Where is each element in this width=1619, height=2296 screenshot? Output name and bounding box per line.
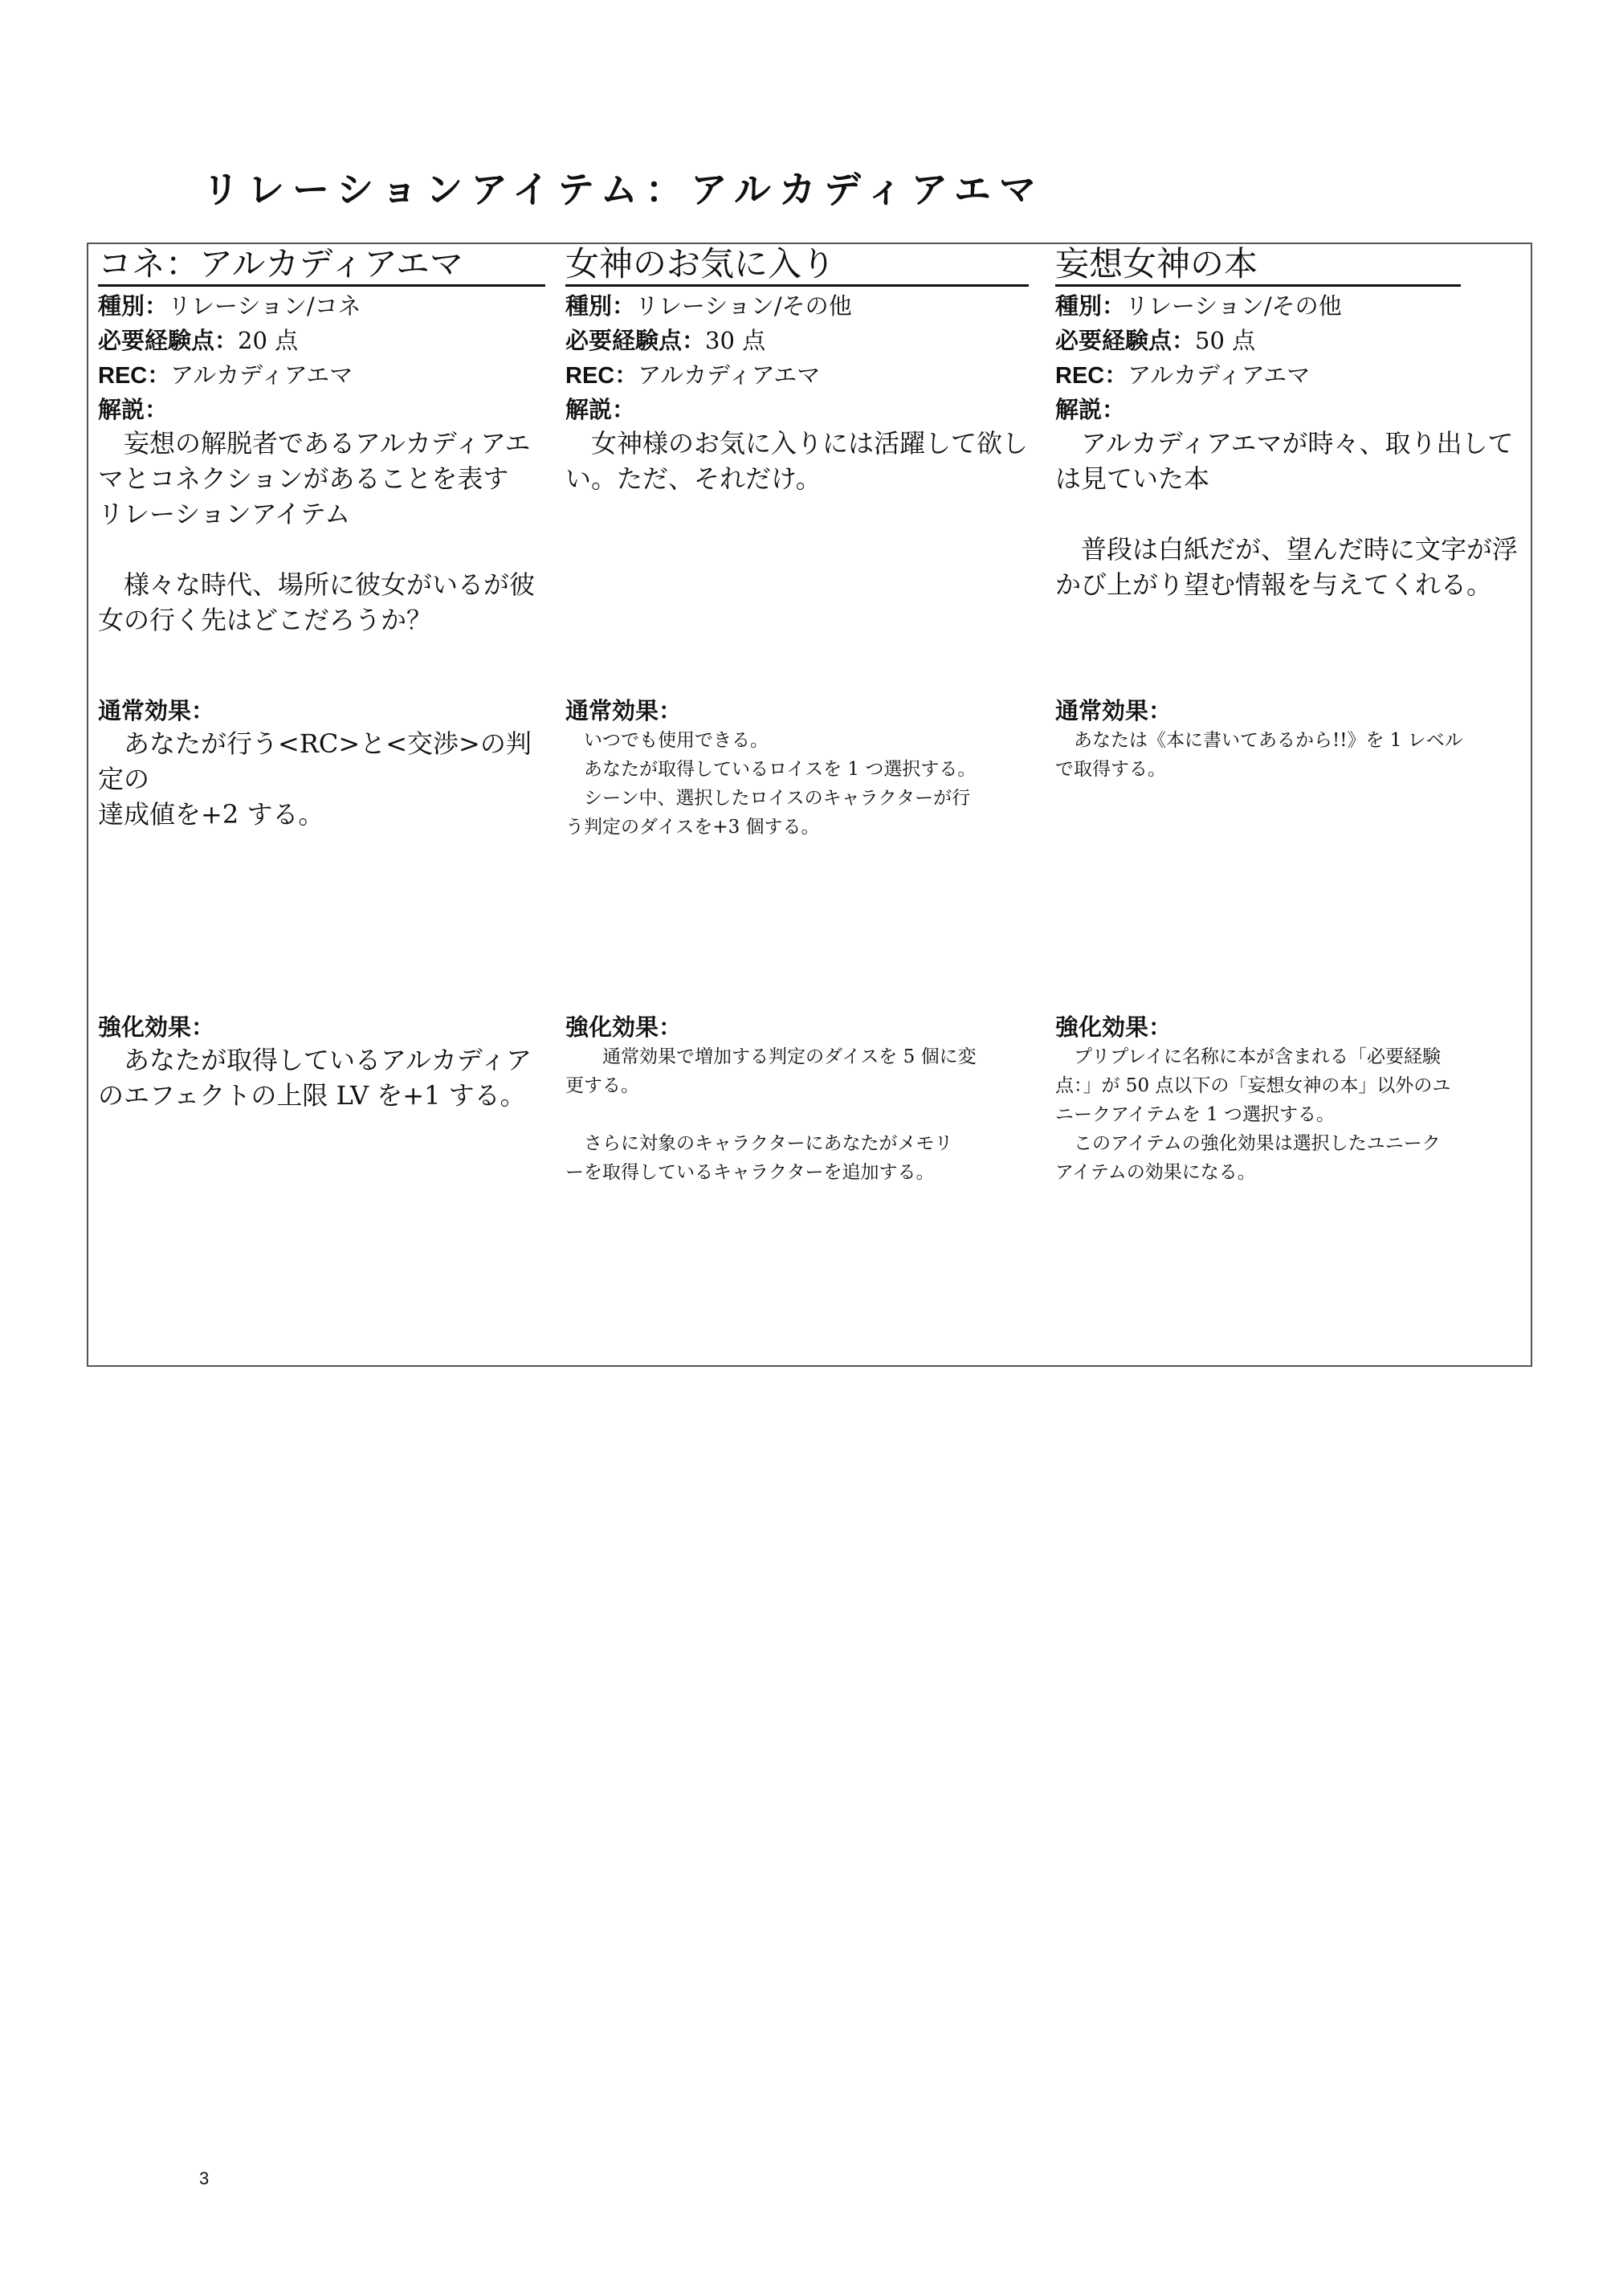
exp-value: 20 点 xyxy=(238,327,299,354)
type-value: リレーション/その他 xyxy=(635,292,852,320)
name-underline xyxy=(98,284,545,287)
type-label: 種別： xyxy=(565,294,636,320)
rec-label: REC： xyxy=(1055,363,1128,389)
name-underline xyxy=(565,284,1029,287)
strong-effect-label: 強化効果： xyxy=(565,1015,683,1041)
strong-effect-label: 強化効果： xyxy=(98,1015,215,1041)
exp-label: 必要経験点： xyxy=(565,328,706,354)
page-number: 3 xyxy=(199,2168,210,2188)
type-value: リレーション/コネ xyxy=(168,292,361,320)
item-meta xyxy=(565,289,852,427)
rec-label: REC： xyxy=(565,363,638,389)
exp-label: 必要経験点： xyxy=(98,328,239,354)
desc-label: 解説： xyxy=(565,398,636,423)
strong-effect-label: 強化効果： xyxy=(1055,1015,1172,1041)
item-meta xyxy=(1055,289,1342,427)
normal-effect-text: あなたは《本に書いてあるから!!》を 1 レベル で取得する。 xyxy=(1055,730,1463,780)
exp-value: 30 点 xyxy=(705,327,766,354)
type-label: 種別： xyxy=(1055,294,1126,320)
name-underline xyxy=(1055,284,1461,287)
type-label: 種別： xyxy=(98,294,169,320)
item-name: 女神のお気に入り xyxy=(565,244,836,283)
desc-label: 解説： xyxy=(98,398,169,423)
normal-effect-label: 通常効果： xyxy=(98,699,215,724)
strong-effect-text: 通常効果で増加する判定のダイスを 5 個に変 更する。 さらに対象のキャラクターにあなたがメモリ ーを取得しているキャラクターを追加する。 xyxy=(565,1046,977,1183)
rec-value: アルカディアエマ xyxy=(638,361,821,389)
normal-effect-label: 通常効果： xyxy=(1055,699,1172,724)
description-text: 妄想の解脱者であるアルカディアエ マとコネクションがあることを表す リレーションアイテム 様々な時代、場所に彼女がいるが彼 女の行く先はどこだろうか？ xyxy=(98,428,536,635)
desc-label: 解説： xyxy=(1055,398,1126,423)
item-meta xyxy=(98,289,361,427)
type-value: リレーション/その他 xyxy=(1125,292,1342,320)
normal-effect-text: いつでも使用できる。 あなたが取得しているロイスを 1 つ選択する。 シーン中、選択したロイスのキャラクターが行 う判定のダイスを+3 個する。 xyxy=(565,730,977,838)
page-title: リレーションアイテム：アルカディアエマ xyxy=(202,168,1044,211)
strong-effect-text: プリプレイに名称に本が含まれる「必要経験 点：」が 50 点以下の「妄想女神の本」以外のユ ニークアイテムを 1 つ選択する。 このアイテムの強化効果は選択したユニーク アイテムの効果になる。 xyxy=(1055,1046,1451,1183)
item-name: コネ：アルカディアエマ xyxy=(98,244,463,283)
normal-effect-label: 通常効果： xyxy=(565,699,683,724)
rec-value: アルカディアエマ xyxy=(170,361,353,389)
rec-label: REC： xyxy=(98,363,171,389)
exp-label: 必要経験点： xyxy=(1055,328,1196,354)
normal-effect-text: あなたが行う<RC>と<交渉>の判定の 達成値を+2 する。 xyxy=(98,728,532,830)
item-name: 妄想女神の本 xyxy=(1055,244,1258,283)
description-text: 女神様のお気に入りには活躍して欲し い。ただ、それだけ。 xyxy=(565,428,1029,494)
exp-value: 50 点 xyxy=(1195,327,1256,354)
description-text: アルカディアエマが時々、取り出して は見ていた本 普段は白紙だが、望んだ時に文字が浮 かび上がり望む情報を与えてくれる。 xyxy=(1055,428,1519,600)
strong-effect-text: あなたが取得しているアルカディア のエフェクトの上限 LV を+1 する。 xyxy=(98,1045,532,1111)
rec-value: アルカディアエマ xyxy=(1128,361,1311,389)
